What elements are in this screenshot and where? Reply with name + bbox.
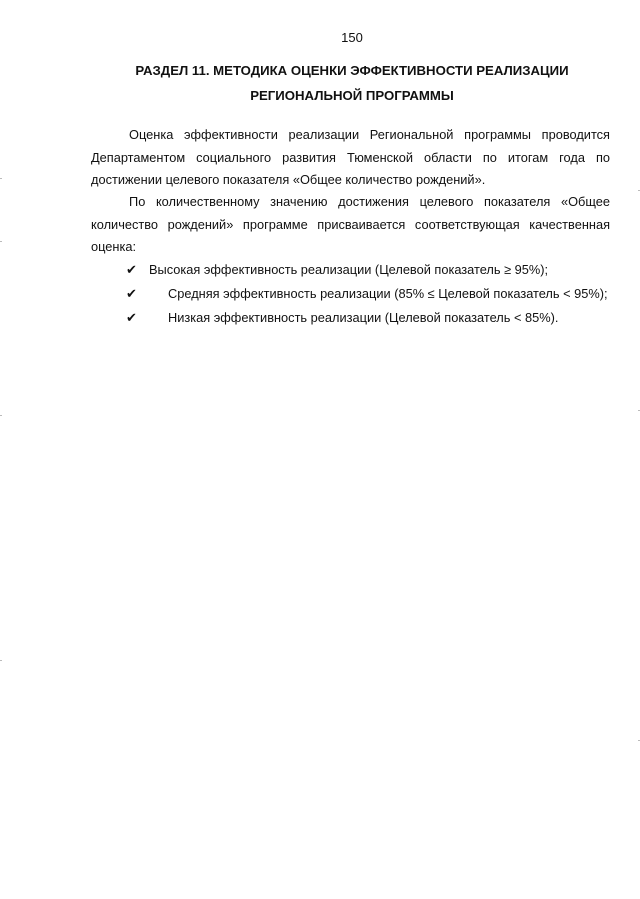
section-heading xyxy=(90,58,614,108)
list-item-low-efficiency xyxy=(126,306,616,330)
list-item-text: Высокая эффективность реализации (Целевой показатель ≥ 95%); xyxy=(149,262,549,277)
list-item-high-efficiency xyxy=(126,258,616,282)
checkmark-icon: ✔ xyxy=(126,262,137,277)
paragraph-evaluation-procedure xyxy=(91,124,610,192)
page-number: 150 xyxy=(341,30,363,45)
scan-edge-mark xyxy=(0,241,2,242)
list-item-text: Средняя эффективность реализации (85% ≤ Целевой показатель < 95%); xyxy=(168,286,608,301)
section-heading-line-1: РАЗДЕЛ 11. МЕТОДИКА ОЦЕНКИ ЭФФЕКТИВНОСТИ РЕАЛИЗАЦИИ xyxy=(135,63,569,78)
paragraph-quality-assessment xyxy=(91,191,610,259)
list-item-medium-efficiency xyxy=(126,282,616,306)
scan-edge-mark xyxy=(0,660,2,661)
efficiency-levels-list xyxy=(126,258,616,330)
list-item-text: Низкая эффективность реализации (Целевой показатель < 85%). xyxy=(168,310,559,325)
scan-edge-mark xyxy=(0,415,2,416)
section-heading-line-2: РЕГИОНАЛЬНОЙ ПРОГРАММЫ xyxy=(250,88,454,103)
paragraph-text: По количественному значению достижения целевого показателя «Общее количество рождений» программе присваивается соответствующая качественная оценка: xyxy=(91,194,610,254)
checkmark-icon: ✔ xyxy=(126,286,137,301)
scan-edge-mark xyxy=(0,178,2,179)
checkmark-icon: ✔ xyxy=(126,310,137,325)
paragraph-text: Оценка эффективности реализации Региональной программы проводится Департаментом социального развития Тюменской области по итогам года по достижении целевого показателя «Общее количество рождений». xyxy=(91,127,610,187)
